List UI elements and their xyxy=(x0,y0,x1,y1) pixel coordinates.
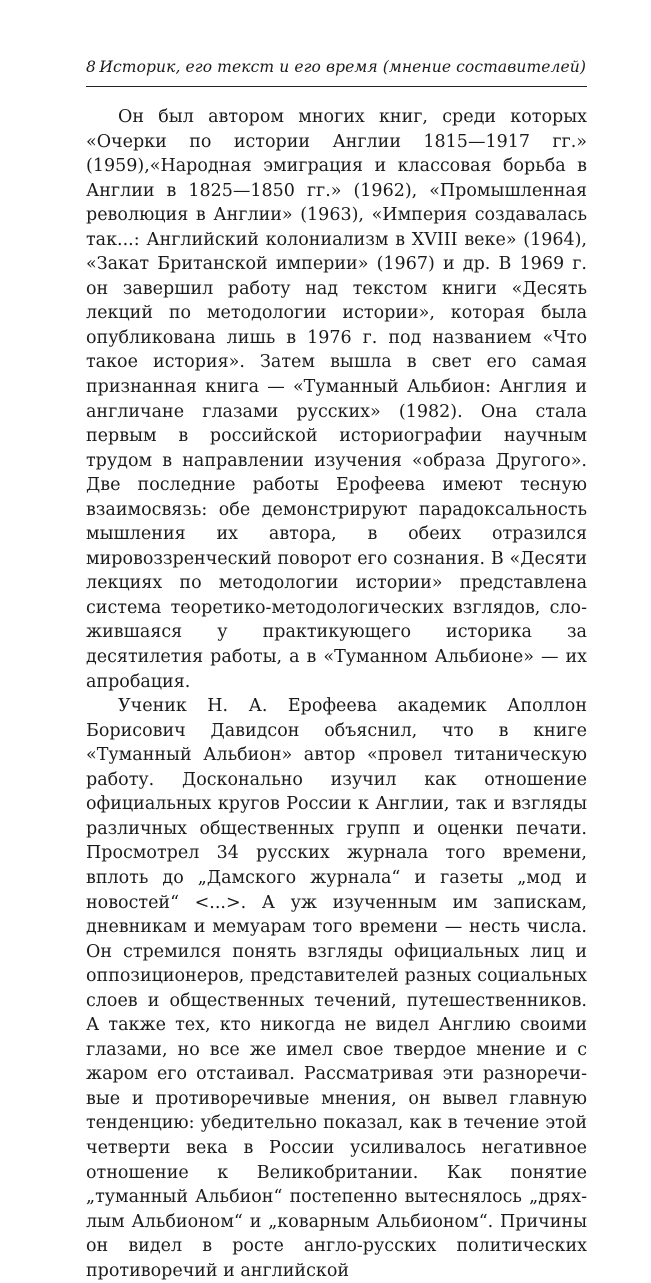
body-text xyxy=(86,105,587,1283)
running-title: Историк, его текст и его время (мнение составителей) xyxy=(99,58,586,76)
page-number: 8 xyxy=(86,58,96,76)
header-rule xyxy=(86,86,587,87)
paragraph: Ученик Н. А. Ерофеева академик Аполлон Борисович Давидсон объяснил, что в книге «Туманный Альбион» автор «провел титаническую работу. Досконально изучил как отношение официальных кругов России к Англии, так и взгляды различных общественных групп и оценки печати. Просмотрел 34 русских журнала того времени, вплоть до „Дамского журнала“ и газеты „мод и новостей“ <...>. А уж изученным им запискам, дневникам и мемуарам того времени — несть числа. Он стремился понять взгляды официальных лиц и оппозиционеров, представителей разных социальных слоев и общественных течений, путешественников. А также тех, кто никогда не видел Англию своими глазами, но все же имел свое твердое мнение и с жаром его отстаивал. Рассматривая эти разноречивые и противоречивые мнения, он вывел главную тенденцию: убедительно показал, как в течение этой четверти века в России усиливалось негативное отношение к Великобритании. Как понятие „туманный Альбион“ постепенно вытеснялось „дряхлым Альбионом“ и „коварным Альбионом“. Причины он видел в росте англо-русских политических противоречий и английской xyxy=(86,696,587,1281)
paragraph: Он был автором многих книг, среди которых «Очерки по истории Англии 1815—1917 гг.» (1959),«Народная эмиграция и классовая борьба в Англии в 1825—1850 гг.» (1962), «Промышленная революция в Англии» (1963), «Империя создавалась так...: Английский колониализм в XVIII веке» (1964), «Закат Британской империи» (1967) и др. В 1969 г. он завершил работу над текстом книги «Десять лекций по методологии истории», которая была опубликована лишь в 1976 г. под названием «Что такое история». Затем вышла в свет его самая признанная книга — «Туманный Альбион: Англия и англичане глазами русских» (1982). Она стала первым в российской историографии научным трудом в направлении изучения «образа Другого». Две последние работы Ерофеева имеют тесную взаимосвязь: обе демонстрируют парадоксальность мышления их автора, в обеих отразился мировоззренческий поворот его сознания. В «Десяти лекциях по методологии истории» представлена система теоретико-методологических взглядов, сложившаяся у практикующего историка за десятилетия работы, а в «Туманном Альбионе» — их апробация. xyxy=(86,107,587,692)
running-header xyxy=(86,58,586,84)
